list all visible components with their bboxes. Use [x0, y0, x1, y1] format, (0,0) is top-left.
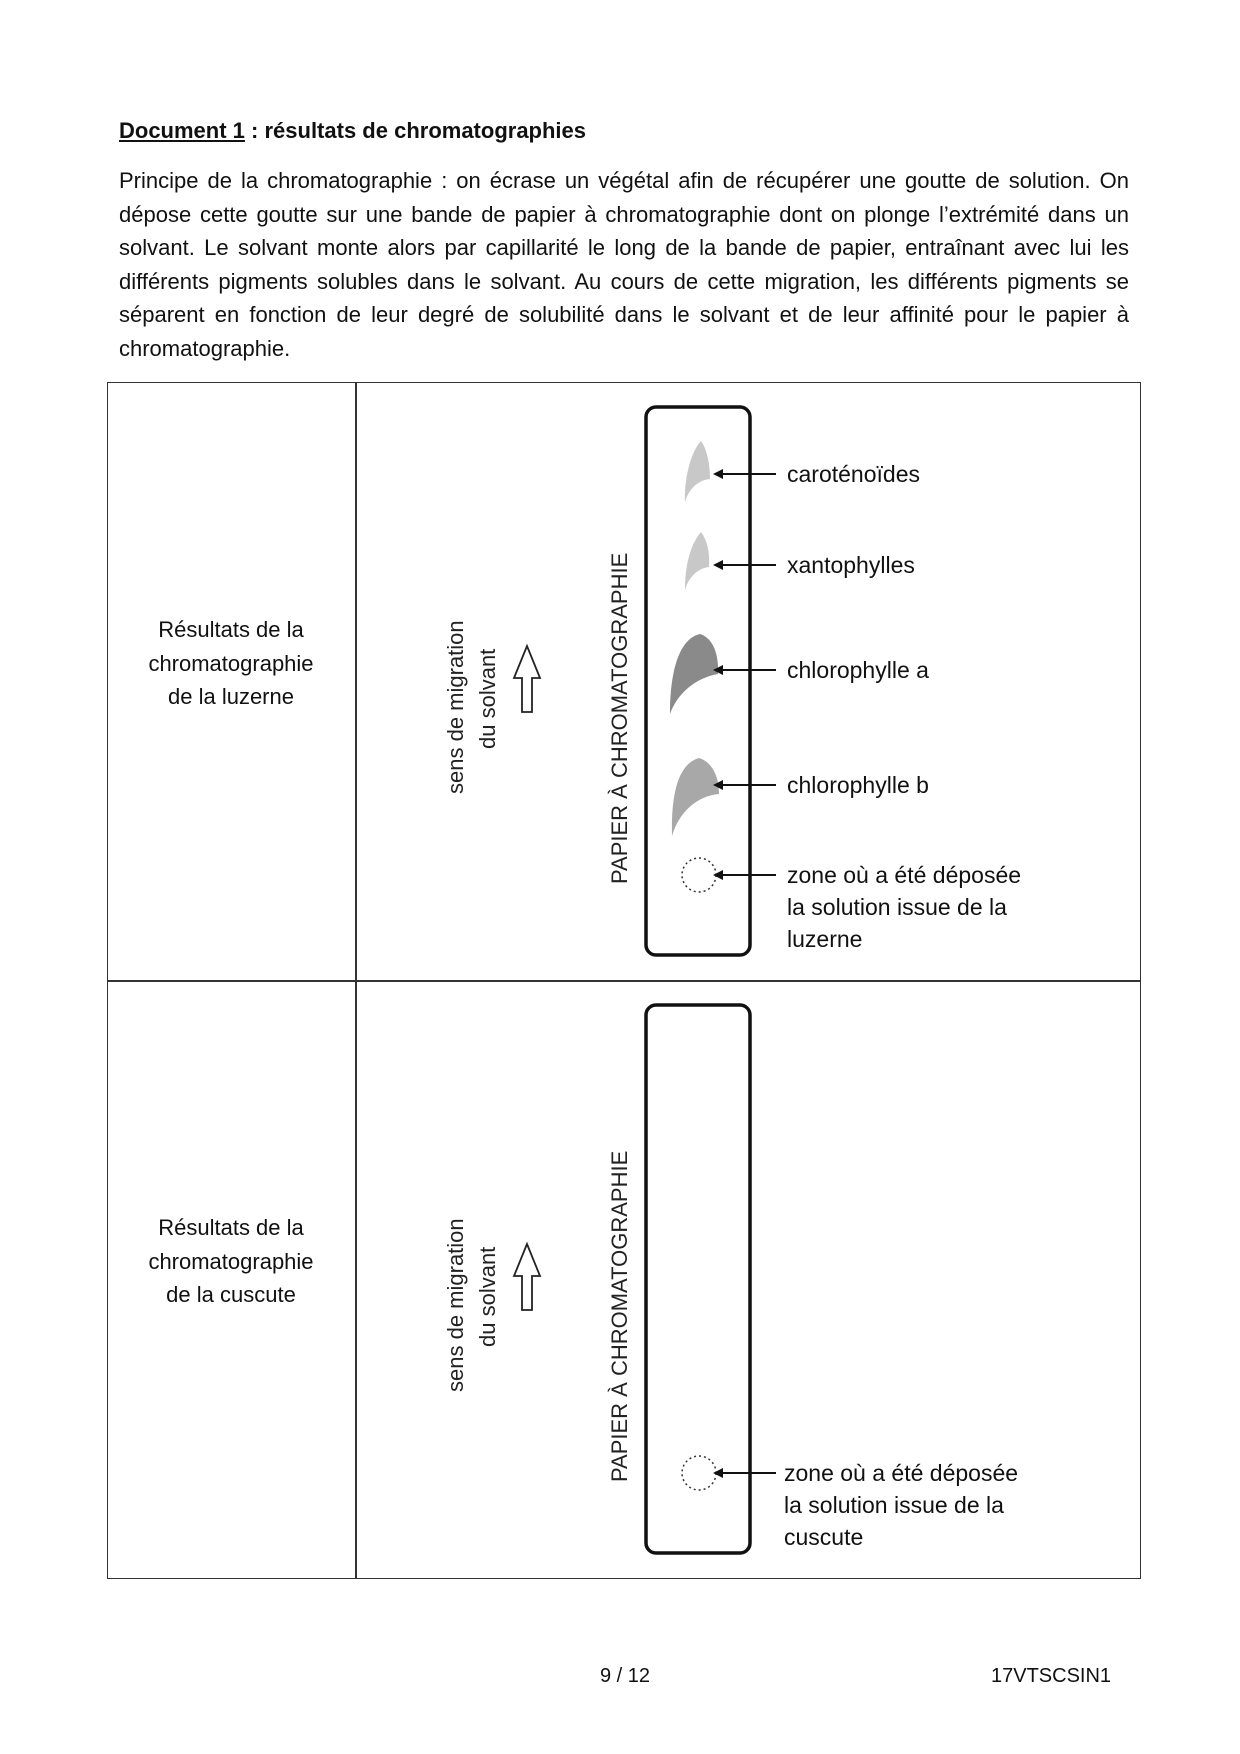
row-label-line: chromatographie [148, 1248, 314, 1274]
up-arrow-icon [514, 646, 540, 712]
row-label-line: de la cuscute [166, 1282, 296, 1307]
intro-paragraph: Principe de la chromatographie : on écrase un végétal afin de récupérer une goutte de solution. On dépose cette goutte sur une bande de papier à chromatographie dont on plonge l’extrémité dans un solvant. Le solvant monte alors par capillarité le long de la bande de papier, entraînant avec lui les différents pigments solubles dans le solvant. Au cours de cette migration, les différents pigments se séparent en fonction de leur degré de solubilité dans le solvant et de leur affinité pour le papier à chromatographie. [119, 168, 1129, 361]
pigment-label: xantophylles [787, 552, 915, 578]
up-arrow-icon [514, 1244, 540, 1310]
migration-label: sens de migration [443, 620, 468, 794]
carotenoides-spot [685, 441, 710, 502]
row-label-line: de la luzerne [168, 684, 294, 709]
deposit-label: luzerne [787, 926, 863, 952]
chlorophylle-b-spot [672, 758, 719, 836]
row-label-line: Résultats de la [158, 617, 304, 642]
row-label-line: chromatographie [148, 650, 314, 676]
cuscute-diagram-svg [357, 982, 1139, 1578]
deposit-zone [682, 1456, 716, 1490]
document-heading [119, 118, 586, 144]
row-label-luzerne [107, 613, 355, 714]
heading-prefix: Document 1 [119, 118, 245, 143]
luzerne-diagram-svg [357, 384, 1139, 980]
chromatography-paper [646, 1005, 750, 1553]
page-number: 9 / 12 [600, 1665, 651, 1687]
paper-label: PAPIER À CHROMATOGRAPHIE [607, 552, 632, 884]
luzerne-diagram [357, 384, 1139, 980]
deposit-label: cuscute [784, 1524, 864, 1550]
migration-label: du solvant [475, 648, 500, 749]
pigment-pointers [713, 469, 776, 880]
deposit-pointer [713, 1468, 776, 1478]
heading-title: : résultats de chromatographies [244, 118, 587, 143]
pigment-label: chlorophylle a [787, 657, 929, 683]
deposit-zone [682, 858, 716, 892]
xantophylles-spot [685, 532, 709, 590]
row-label-cuscute [107, 1211, 355, 1312]
chlorophylle-a-spot [670, 634, 718, 714]
migration-label: du solvant [475, 1246, 500, 1347]
cuscute-diagram [357, 982, 1139, 1578]
deposit-label: zone où a été déposée [787, 862, 1022, 888]
deposit-label: la solution issue de la [787, 894, 1007, 920]
paper-label: PAPIER À CHROMATOGRAPHIE [607, 1150, 632, 1482]
deposit-label: la solution issue de la [784, 1492, 1004, 1518]
deposit-label: zone où a été déposée [784, 1460, 1019, 1486]
migration-label: sens de migration [443, 1218, 468, 1392]
pigment-label: caroténoïdes [787, 461, 920, 487]
row-label-line: Résultats de la [158, 1215, 304, 1240]
document-code: 17VTSCSIN1 [991, 1665, 1112, 1687]
pigment-label: chlorophylle b [787, 772, 929, 798]
